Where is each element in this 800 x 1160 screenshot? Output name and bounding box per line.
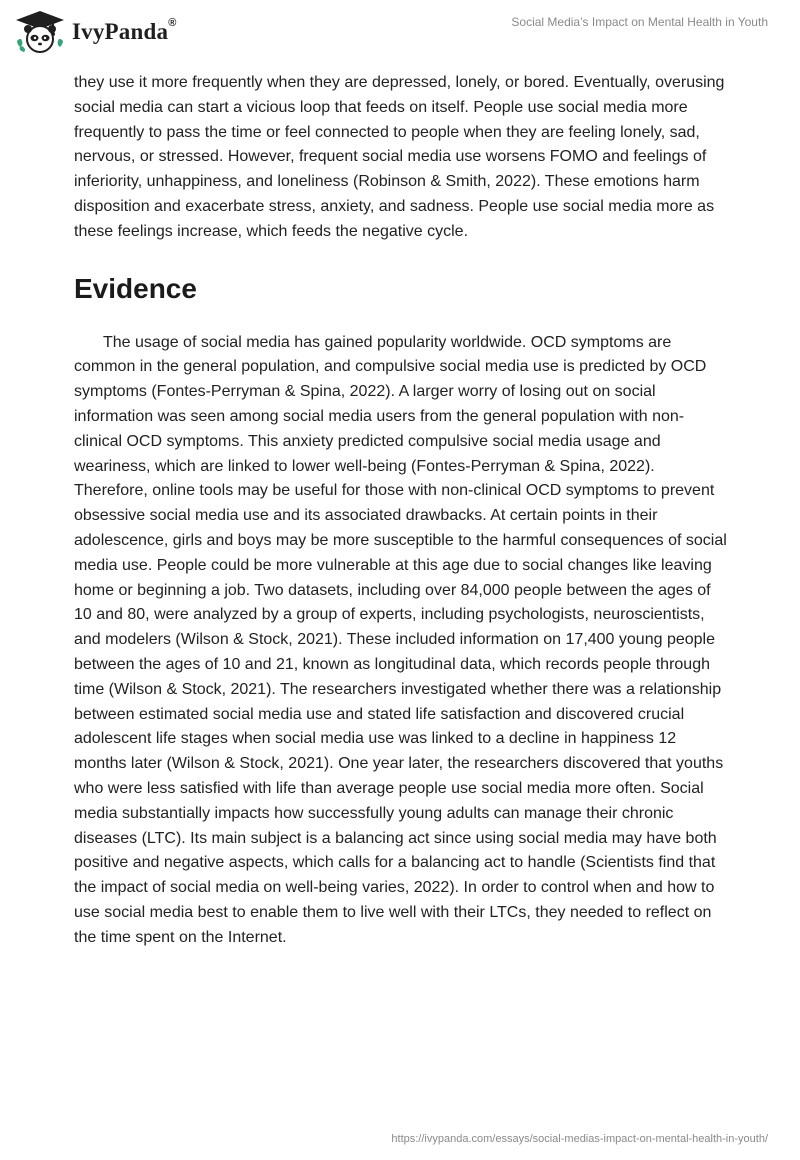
panda-graduation-icon <box>14 9 66 55</box>
brand-name: IvyPanda® <box>72 17 177 44</box>
source-url[interactable]: https://ivypanda.com/essays/social-medias-impact-on-mental-health-in-youth/ <box>391 1133 768 1145</box>
section-heading-evidence: Evidence <box>74 272 197 304</box>
document-title: Social Media’s Impact on Mental Health in Youth <box>511 15 768 29</box>
evidence-paragraph: The usage of social media has gained popularity worldwide. OCD symptoms are common in the general population, and compulsive social media use is predicted by OCD symptoms (Fontes-Perryman & Spina, 2022). A larger worry of losing out on social information was seen among social media users from the general population with non-clinical OCD symptoms. This anxiety predicted compulsive social media usage and weariness, which are linked to lower well-being (Fontes-Perryman & Spina, 2022). Therefore, online tools may be useful for those with non-clinical OCD symptoms to prevent obsessive social media use and its associated drawbacks. At certain points in their adolescence, girls and boys may be more susceptible to the harmful consequences of social media use. People could be more vulnerable at this age due to social changes like leaving home or beginning a job. Two datasets, including over 84,000 people between the ages of 10 and 80, were analyzed by a group of experts, including psychologists, neuroscientists, and modelers (Wilson & Stock, 2021). These included information on 17,400 young people between the ages of 10 and 21, known as longitudinal data, which records people through time (Wilson & Stock, 2021). The researchers investigated whether there was a relationship between estimated social media use and stated life satisfaction and discovered crucial adolescent life stages when social media use was linked to a decline in happiness 12 months later (Wilson & Stock, 2021). One year later, the researchers discovered that youths who were less satisfied with life than average people use social media more often. Social media substantially impacts how successfully young adults can manage their chronic diseases (LTC). Its main subject is a balancing act since using social media may have both positive and negative aspects, which calls for a balancing act to handle (Scientists find that the impact of social media on well-being varies, 2022). In order to control when and how to use social media best to enable them to live well with their LTCs, they needed to reflect on the time spent on the Internet. <box>74 333 727 946</box>
intro-paragraph: they use it more frequently when they are depressed, lonely, or bored. Eventually, overusing social media can start a vicious loop that feeds on itself. People use social media more frequently to pass the time or feel connected to people when they are feeling lonely, sad, nervous, or stressed. However, frequent social media use worsens FOMO and feelings of inferiority, unhappiness, and loneliness (Robinson & Smith, 2022). These emotions harm disposition and exacerbate stress, anxiety, and sadness. People use social media more as these feelings increase, which feeds the negative cycle. <box>74 74 725 240</box>
page-header <box>0 0 800 64</box>
ivypanda-logo[interactable] <box>14 8 177 56</box>
essay-content <box>74 71 728 951</box>
